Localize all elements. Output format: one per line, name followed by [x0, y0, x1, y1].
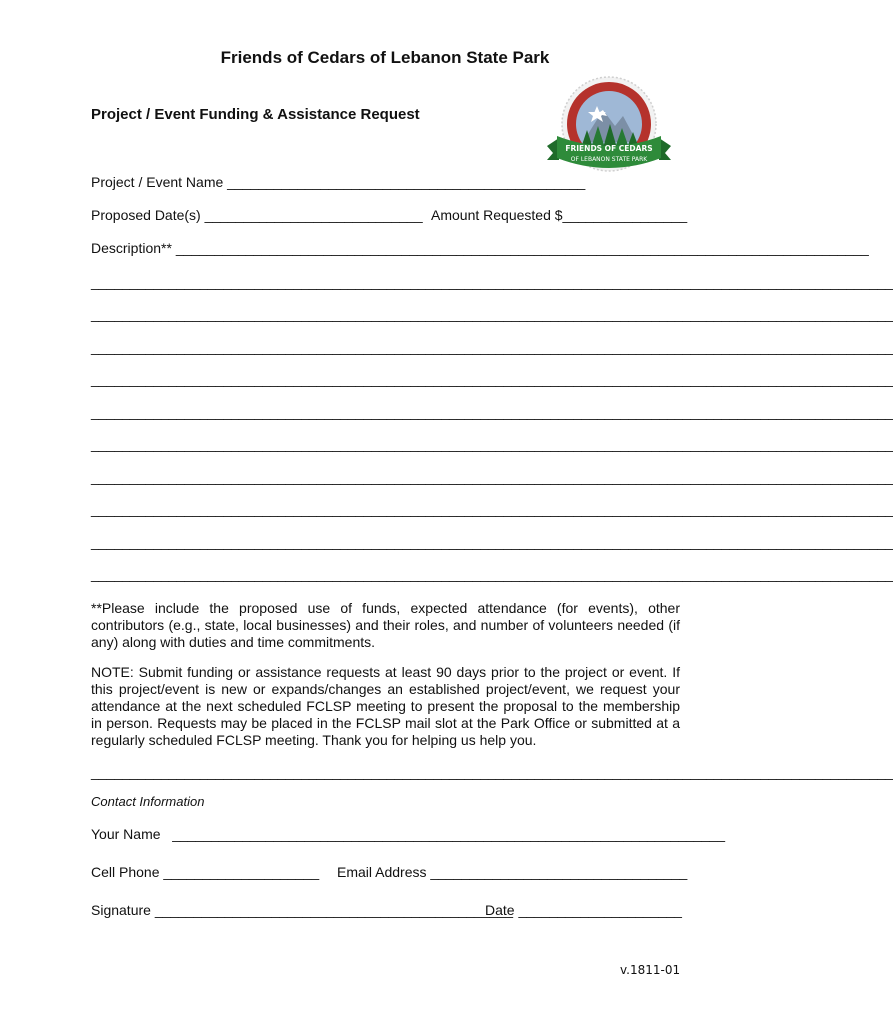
proposed-dates-field[interactable]: Proposed Date(s) ____________________________ — [91, 207, 423, 223]
version-label: v.1811-01 — [620, 963, 681, 977]
description-line[interactable]: _______________________________________________________________________________________________________ — [91, 566, 893, 582]
description-field[interactable]: Description** _________________________________________________________________________________________ — [91, 240, 869, 256]
project-event-name-field[interactable]: Project / Event Name ______________________________________________ — [91, 174, 586, 190]
your-name-field[interactable]: Your Name _______________________________________________________________________ — [91, 826, 726, 842]
signature-field[interactable]: Signature ______________________________________________ — [91, 902, 513, 918]
page-title: Friends of Cedars of Lebanon State Park — [220, 48, 550, 67]
description-line[interactable]: _______________________________________________________________________________________________________ — [91, 306, 893, 322]
cell-phone-field[interactable]: Cell Phone ____________________ — [91, 864, 320, 880]
description-instructions: **Please include the proposed use of funds, expected attendance (for events), other contributors (e.g., state, local businesses) and their roles, and number of volunteers needed (if any) along with duties and time commitments. — [91, 600, 680, 650]
logo-banner-line1: FRIENDS OF CEDARS — [565, 144, 653, 153]
amount-requested-field[interactable]: Amount Requested $________________ — [431, 207, 688, 223]
form-subtitle: Project / Event Funding & Assistance Request — [91, 106, 420, 123]
description-line[interactable]: _______________________________________________________________________________________________________ — [91, 274, 893, 290]
description-line[interactable]: _______________________________________________________________________________________________________ — [91, 501, 893, 517]
date-field[interactable]: Date _____________________ — [485, 902, 682, 918]
section-separator: _______________________________________________________________________________________________________ — [91, 764, 893, 780]
description-line[interactable]: _______________________________________________________________________________________________________ — [91, 404, 893, 420]
description-line[interactable]: _______________________________________________________________________________________________________ — [91, 339, 893, 355]
logo-banner-line2: OF LEBANON STATE PARK — [570, 156, 648, 163]
email-address-field[interactable]: Email Address _________________________________ — [337, 864, 688, 880]
description-line[interactable]: _______________________________________________________________________________________________________ — [91, 371, 893, 387]
description-line[interactable]: _______________________________________________________________________________________________________ — [91, 436, 893, 452]
park-logo-icon — [545, 74, 673, 184]
submission-note: NOTE: Submit funding or assistance requests at least 90 days prior to the project or event. If this project/event is new or expands/changes an established project/event, we request your attendance at the next scheduled FCLSP meeting to present the proposal to the membership in person. Requests may be placed in the FCLSP mail slot at the Park Office or submitted at a regularly scheduled FCLSP meeting. Thank you for helping us help you. — [91, 664, 680, 748]
description-line[interactable]: _______________________________________________________________________________________________________ — [91, 469, 893, 485]
description-line[interactable]: _______________________________________________________________________________________________________ — [91, 534, 893, 550]
contact-information-heading: Contact Information — [91, 794, 205, 809]
